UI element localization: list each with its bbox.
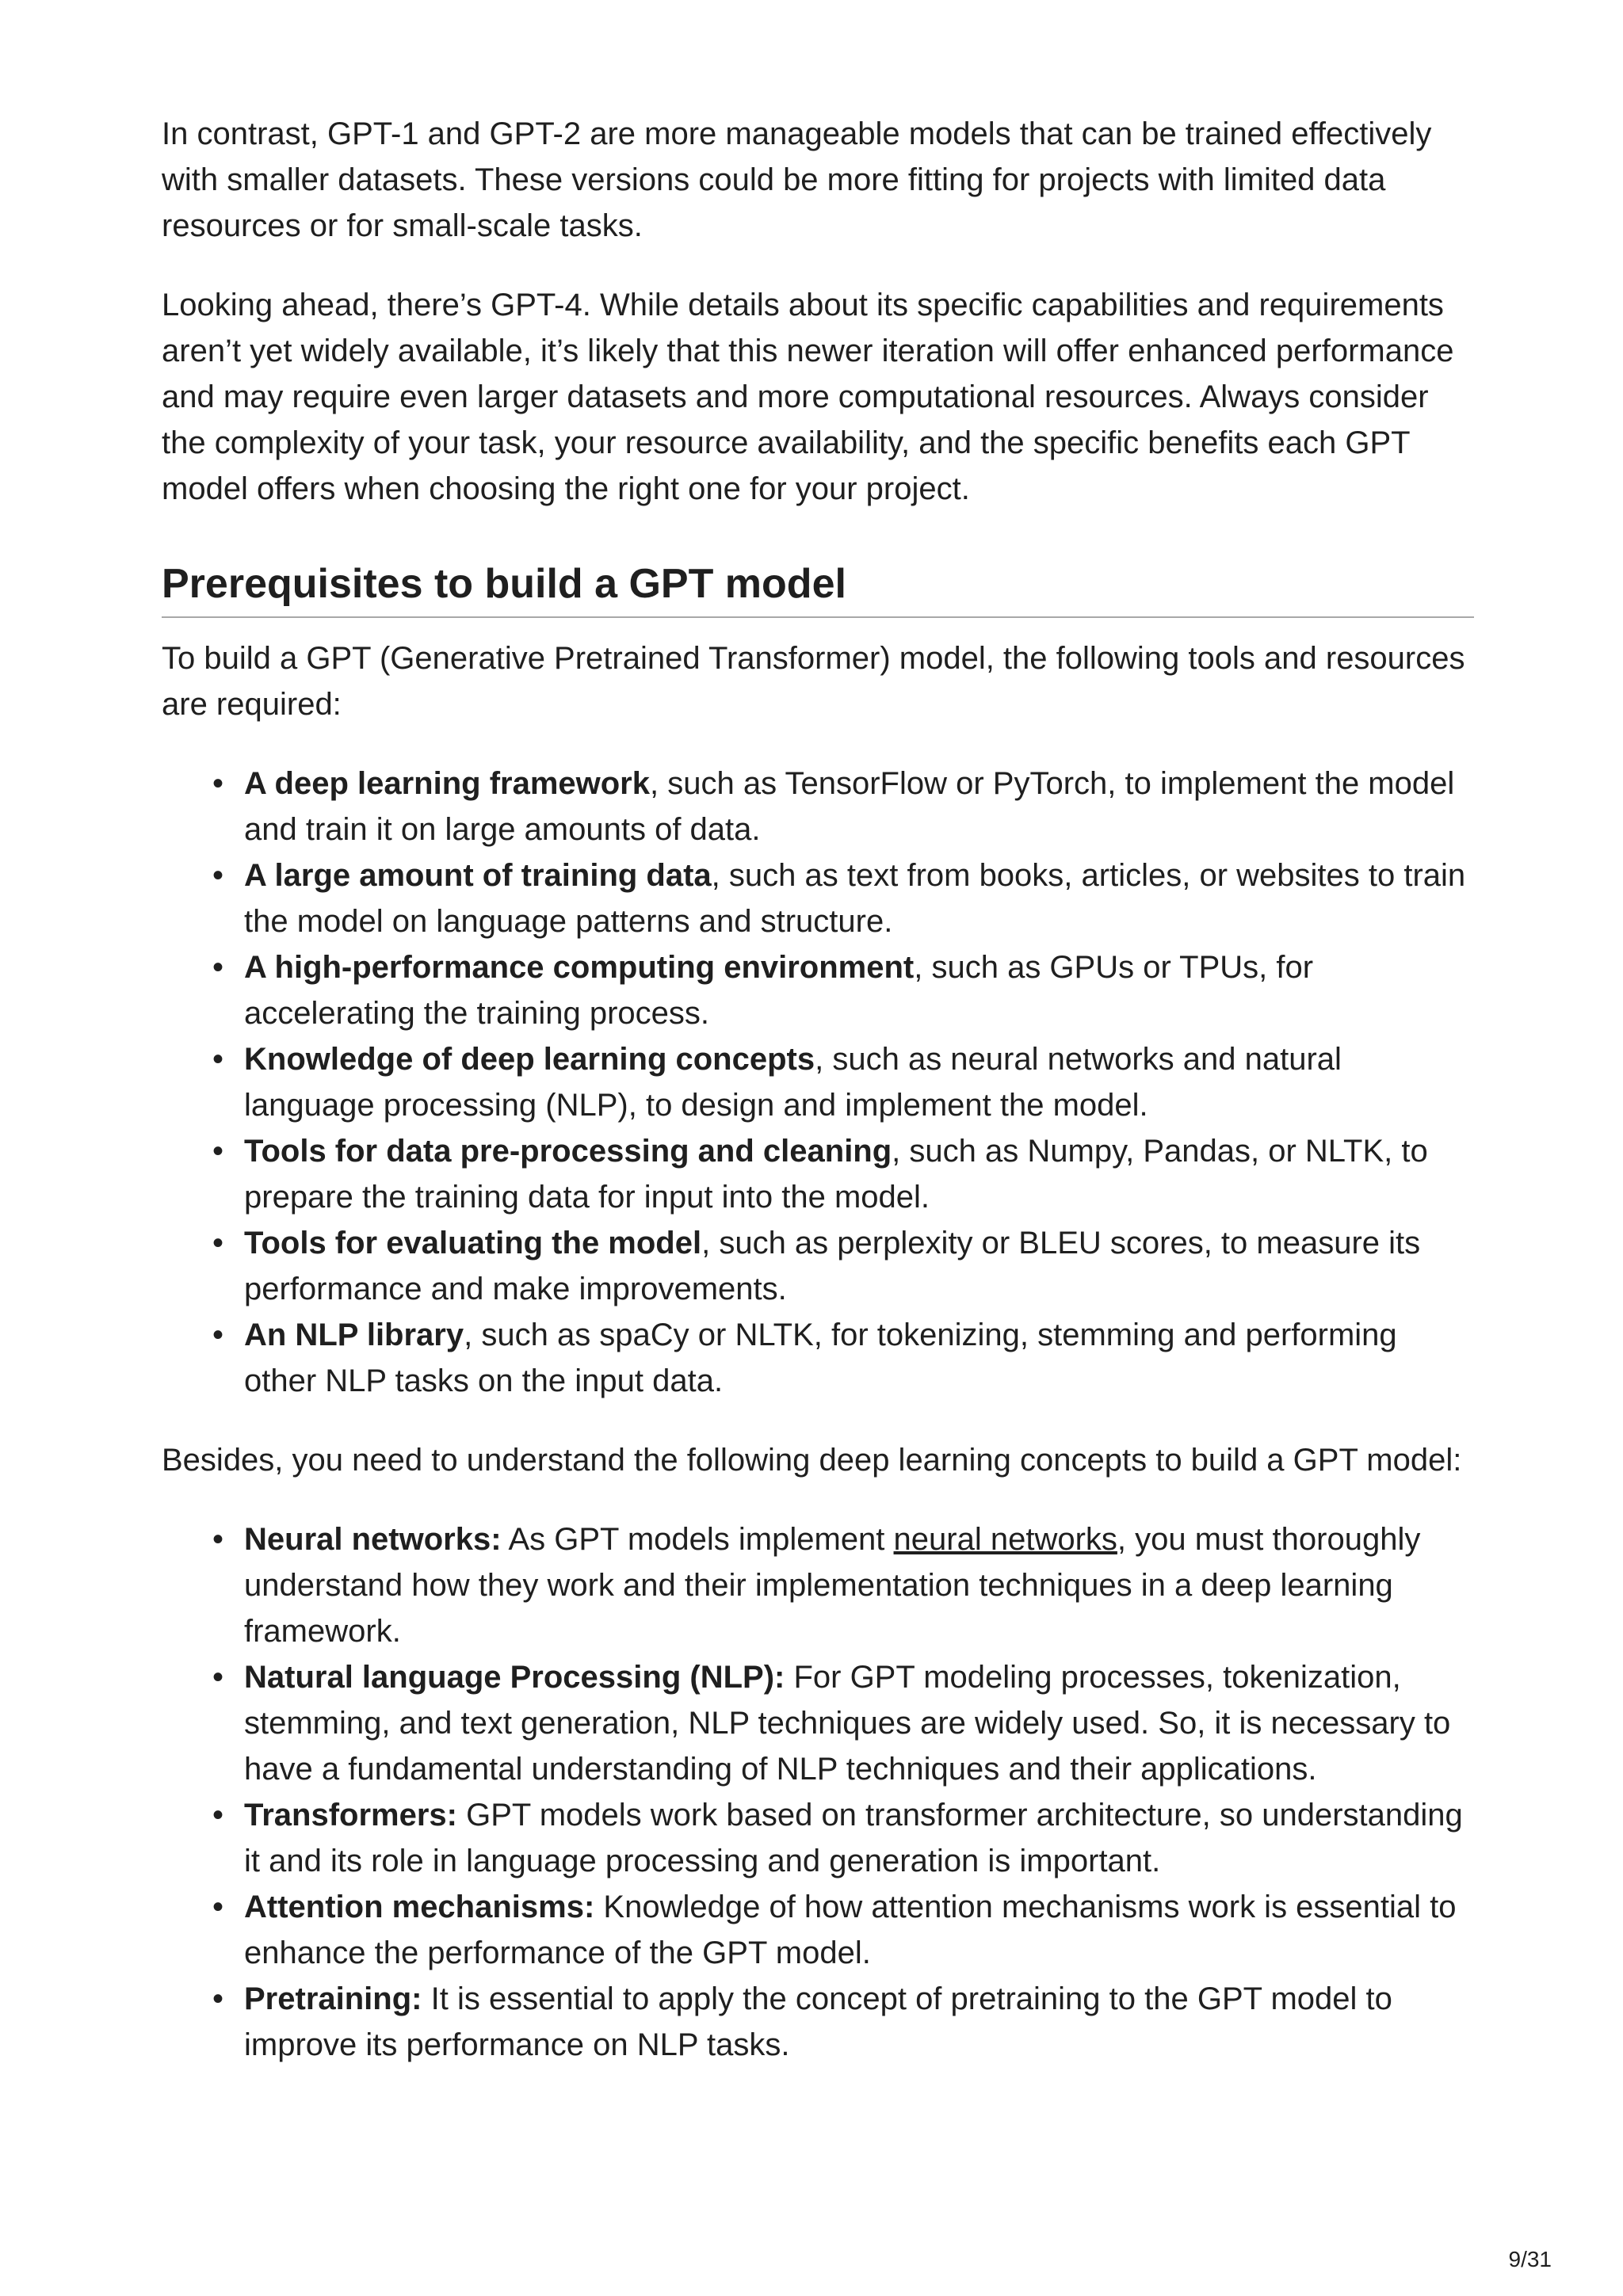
list-item	[212, 944, 1474, 1036]
list-item-text: , such as TensorFlow or PyTorch, to implement the model and train it on large amounts of data.	[244, 766, 1455, 847]
list-item-term: Attention mechanisms:	[244, 1890, 595, 1924]
list-item	[212, 1036, 1474, 1128]
paragraph-looking-ahead: Looking ahead, there’s GPT-4. While details about its specific capabilities and requirements aren’t yet widely available, it’s likely that this newer iteration will offer enhanced performance and may require even larger datasets and more computational resources. Always consider the complexity of your task, your resource availability, and the specific benefits each GPT model offers when choosing the right one for your project.	[162, 288, 1454, 506]
concepts-list	[162, 1516, 1474, 2068]
bullet-icon: •	[212, 1042, 224, 1077]
section-intro: To build a GPT (Generative Pretrained Transformer) model, the following tools and resources are required:	[162, 641, 1465, 722]
paragraph-contrast: In contrast, GPT-1 and GPT-2 are more manageable models that can be trained effectively with smaller datasets. These versions could be more fitting for projects with limited data resources or for small-scale tasks.	[162, 116, 1432, 243]
list-item-text: As GPT models implement	[501, 1522, 894, 1557]
neural-networks-link[interactable]: neural networks	[893, 1522, 1117, 1557]
list-item	[212, 1792, 1474, 1884]
list-item-text: GPT models work based on transformer architecture, so understanding it and its role in language processing and generation is important.	[244, 1798, 1463, 1878]
bullet-icon: •	[212, 1134, 224, 1169]
article-content	[162, 111, 1474, 2101]
list-item	[212, 1220, 1474, 1312]
bullet-icon: •	[212, 858, 224, 893]
list-item	[212, 1312, 1474, 1404]
list-item-term: Tools for evaluating the model	[244, 1226, 702, 1261]
list-item-text: , such as neural networks and natural language processing (NLP), to design and implement the model.	[244, 1042, 1342, 1123]
bullet-icon: •	[212, 950, 224, 985]
list-item-term: An NLP library	[244, 1318, 464, 1352]
list-item-term: Tools for data pre-processing and cleaning	[244, 1134, 892, 1169]
list-item-text: , such as perplexity or BLEU scores, to measure its performance and make improvements.	[244, 1226, 1421, 1306]
list-item	[212, 1516, 1474, 1654]
concepts-intro: Besides, you need to understand the following deep learning concepts to build a GPT model:	[162, 1443, 1462, 1478]
list-item-term: A high-performance computing environment	[244, 950, 915, 985]
bullet-icon: •	[212, 1798, 224, 1833]
list-item-term: A large amount of training data	[244, 858, 712, 893]
list-item-text: , you must thoroughly understand how they work and their implementation techniques in a deep learning framework.	[244, 1522, 1421, 1649]
bullet-icon: •	[212, 1890, 224, 1924]
bullet-icon: •	[212, 1318, 224, 1352]
tools-list	[162, 761, 1474, 1404]
list-item	[212, 1128, 1474, 1220]
list-item	[212, 1976, 1474, 2068]
list-item-term: Pretraining:	[244, 1981, 422, 2016]
list-item-text: For GPT modeling processes, tokenization, stemming, and text generation, NLP techniques are widely used. So, it is necessary to have a fundamental understanding of NLP techniques and their applications.	[244, 1660, 1451, 1787]
section-heading: Prerequisites to build a GPT model	[162, 556, 1474, 618]
list-item	[212, 761, 1474, 852]
list-item	[212, 1884, 1474, 1976]
bullet-icon: •	[212, 1226, 224, 1261]
bullet-icon: •	[212, 1660, 224, 1695]
bullet-icon: •	[212, 1981, 224, 2016]
list-item-text: , such as spaCy or NLTK, for tokenizing, stemming and performing other NLP tasks on the input data.	[244, 1318, 1397, 1398]
bullet-icon: •	[212, 766, 224, 801]
list-item-term: Neural networks:	[244, 1522, 502, 1557]
page-number: 9/31	[1508, 2247, 1552, 2271]
list-item-text: , such as GPUs or TPUs, for accelerating the training process.	[244, 950, 1314, 1031]
list-item-term: Transformers:	[244, 1798, 457, 1833]
bullet-icon: •	[212, 1522, 224, 1557]
list-item-text: , such as text from books, articles, or websites to train the model on language patterns and structure.	[244, 858, 1466, 939]
list-item-text: It is essential to apply the concept of pretraining to the GPT model to improve its performance on NLP tasks.	[244, 1981, 1392, 2062]
list-item-text: Knowledge of how attention mechanisms work is essential to enhance the performance of the GPT model.	[244, 1890, 1457, 1970]
list-item	[212, 1654, 1474, 1792]
list-item-text: , such as Numpy, Pandas, or NLTK, to prepare the training data for input into the model.	[244, 1134, 1428, 1215]
list-item-term: Knowledge of deep learning concepts	[244, 1042, 815, 1077]
list-item-term: Natural language Processing (NLP):	[244, 1660, 785, 1695]
list-item	[212, 852, 1474, 944]
list-item-term: A deep learning framework	[244, 766, 650, 801]
